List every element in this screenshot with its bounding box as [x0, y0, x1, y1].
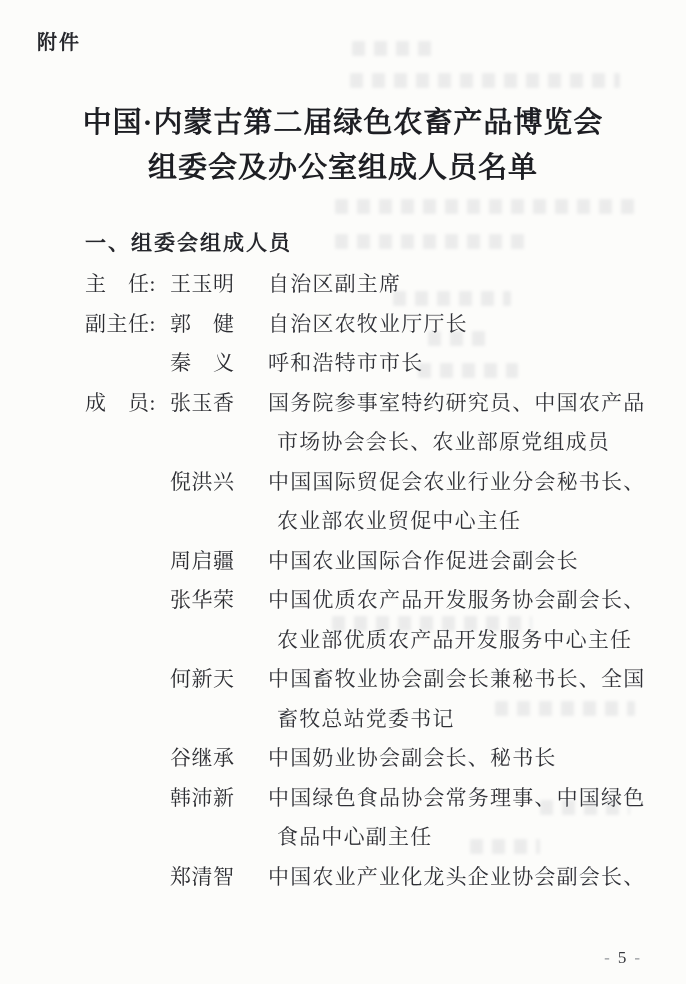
member-title: 中国农业产业化龙头企业协会副会长、	[268, 864, 646, 889]
page-number-value: 5	[617, 948, 629, 967]
member-title: 呼和浩特市市长	[268, 351, 424, 375]
member-title: 市场协会会长、农业部原党组成员	[277, 430, 610, 454]
scan-bleedthrough-artifact	[335, 234, 530, 249]
scan-bleedthrough-artifact	[335, 199, 635, 214]
member-name: 韩沛新	[170, 785, 235, 810]
roster-line	[0, 344, 686, 384]
roster-line	[0, 779, 686, 819]
member-title: 中国国际贸促会农业行业分会秘书长、	[268, 469, 646, 494]
section-heading: 一、组委会组成人员	[85, 232, 292, 255]
page-number-dash-left: -	[604, 948, 612, 967]
scan-bleedthrough-artifact	[350, 73, 620, 88]
member-name: 张玉香	[170, 390, 235, 415]
member-title: 中国农业国际合作促进会副会长	[268, 548, 579, 573]
member-title: 中国优质农产品开发服务协会副会长、	[268, 588, 646, 612]
roster-line	[0, 384, 686, 424]
roster-line	[0, 581, 686, 621]
member-name: 王玉明	[170, 272, 235, 296]
member-name: 倪洪兴	[170, 469, 235, 494]
member-title: 食品中心副主任	[277, 825, 433, 849]
attachment-label: 附件	[37, 32, 81, 54]
member-title: 畜牧总站党委书记	[277, 706, 455, 731]
roster-line	[0, 818, 686, 858]
role-label: 成 员:	[85, 390, 156, 415]
roster-line	[0, 700, 686, 740]
roster-line	[0, 305, 686, 345]
roster-line	[0, 423, 686, 463]
scan-bleedthrough-artifact	[352, 41, 432, 56]
member-title: 中国畜牧业协会副会长兼秘书长、全国	[268, 667, 646, 691]
member-name: 郭 健	[170, 311, 235, 336]
page-number-dash-right: -	[634, 948, 642, 967]
roster-line	[0, 660, 686, 700]
member-name: 郑清智	[170, 864, 235, 889]
document-title	[0, 101, 686, 191]
roster-line	[0, 265, 686, 305]
committee-roster	[0, 265, 686, 897]
roster-line	[0, 463, 686, 503]
member-title: 中国奶业协会副会长、秘书长	[268, 746, 557, 770]
member-title: 农业部农业贸促中心主任	[277, 509, 522, 533]
member-title: 国务院参事室特约研究员、中国农产品	[268, 390, 646, 415]
member-title: 自治区副主席	[268, 272, 402, 296]
member-name: 何新天	[170, 667, 235, 691]
roster-line	[0, 858, 686, 898]
page-number	[598, 948, 648, 968]
roster-line	[0, 739, 686, 779]
role-label: 主 任:	[85, 272, 156, 296]
member-name: 周启疆	[170, 548, 235, 573]
member-name: 张华荣	[170, 588, 235, 612]
member-title: 农业部优质农产品开发服务中心主任	[277, 627, 633, 652]
document-title-line1: 中国·内蒙古第二届绿色农畜产品博览会	[82, 107, 604, 139]
member-title: 中国绿色食品协会常务理事、中国绿色	[268, 785, 646, 810]
document-title-line2: 组委会及办公室组成人员名单	[147, 152, 538, 184]
role-label: 副主任:	[85, 311, 156, 336]
roster-line	[0, 621, 686, 661]
member-name: 谷继承	[170, 746, 235, 770]
roster-line	[0, 542, 686, 582]
member-title: 自治区农牧业厅厅长	[268, 311, 468, 336]
roster-line	[0, 502, 686, 542]
member-name: 秦 义	[170, 351, 235, 375]
